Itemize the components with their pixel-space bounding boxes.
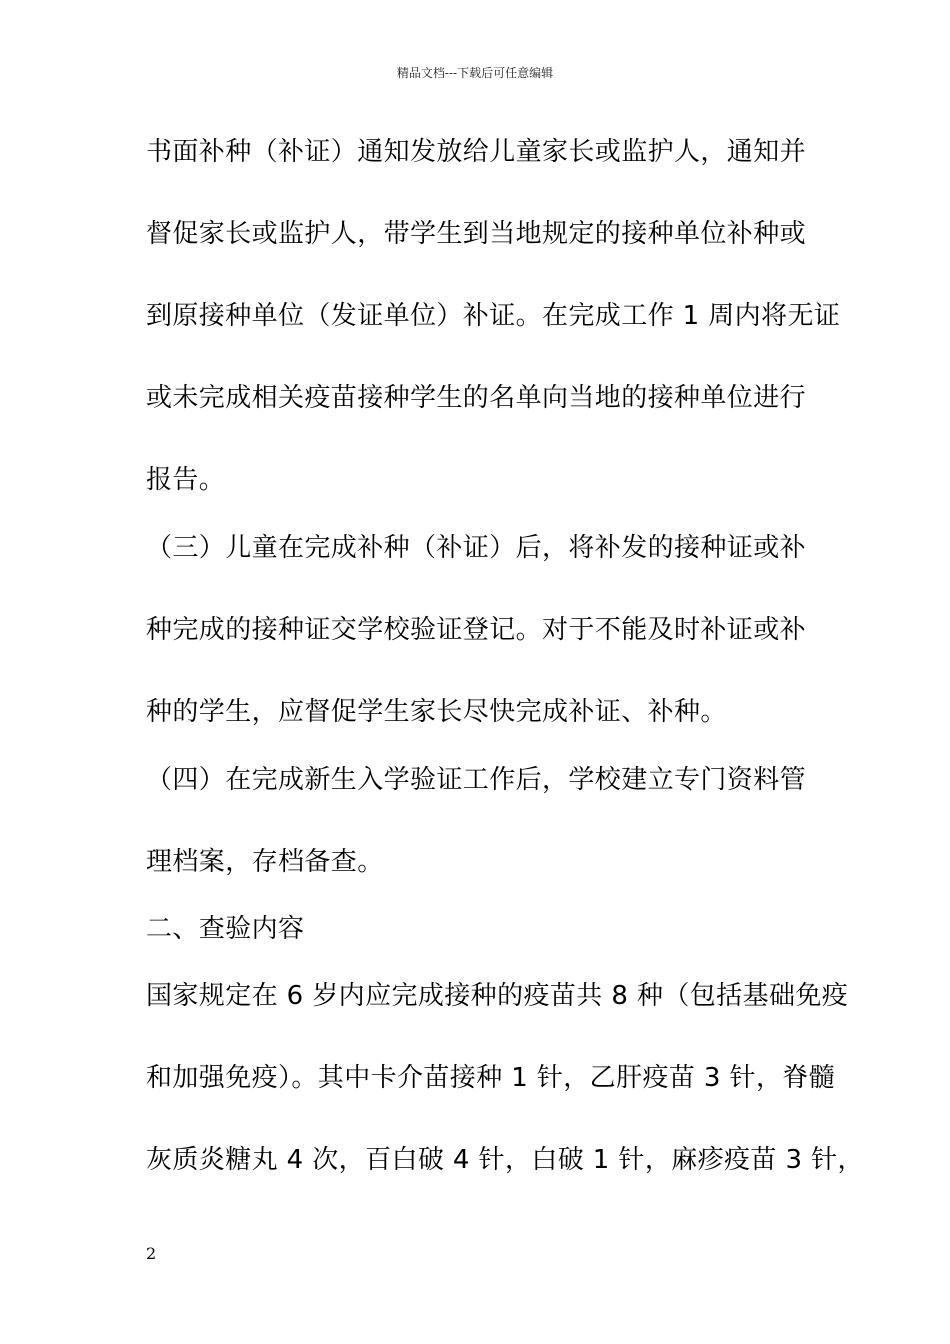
text-line: 灰质炎糖丸 4 次，百白破 4 针，白破 1 针，麻疹疫苗 3 针， xyxy=(146,1145,864,1175)
text-line: 理档案，存档备查。 xyxy=(146,847,384,877)
text-line: 种完成的接种证交学校验证登记。对于不能及时补证或补 xyxy=(146,615,807,645)
text-line: 到原接种单位（发证单位）补证。在完成工作 1 周内将无证 xyxy=(146,301,841,331)
text-line: 督促家长或监护人，带学生到当地规定的接种单位补种或 xyxy=(146,219,807,249)
text-line: （四）在完成新生入学验证工作后，学校建立专门资料管 xyxy=(146,765,807,795)
text-line: 国家规定在 6 岁内应完成接种的疫苗共 8 种（包括基础免疫 xyxy=(146,981,849,1011)
text-line: 报告。 xyxy=(146,465,226,495)
text-line: 书面补种（补证）通知发放给儿童家长或监护人，通知并 xyxy=(146,137,807,167)
page-number: 2 xyxy=(146,1244,157,1263)
text-line: （三）儿童在完成补种（补证）后，将补发的接种证或补 xyxy=(146,533,807,563)
text-line: 种的学生，应督促学生家长尽快完成补证、补种。 xyxy=(146,697,727,727)
page-header: 精品文档---下载后可任意编辑 xyxy=(396,66,554,80)
text-line: 和加强免疫）。其中卡介苗接种 1 针，乙肝疫苗 3 针，脊髓 xyxy=(146,1063,836,1093)
section-heading: 二、查验内容 xyxy=(146,914,305,944)
text-line: 或未完成相关疫苗接种学生的名单向当地的接种单位进行 xyxy=(146,383,807,413)
